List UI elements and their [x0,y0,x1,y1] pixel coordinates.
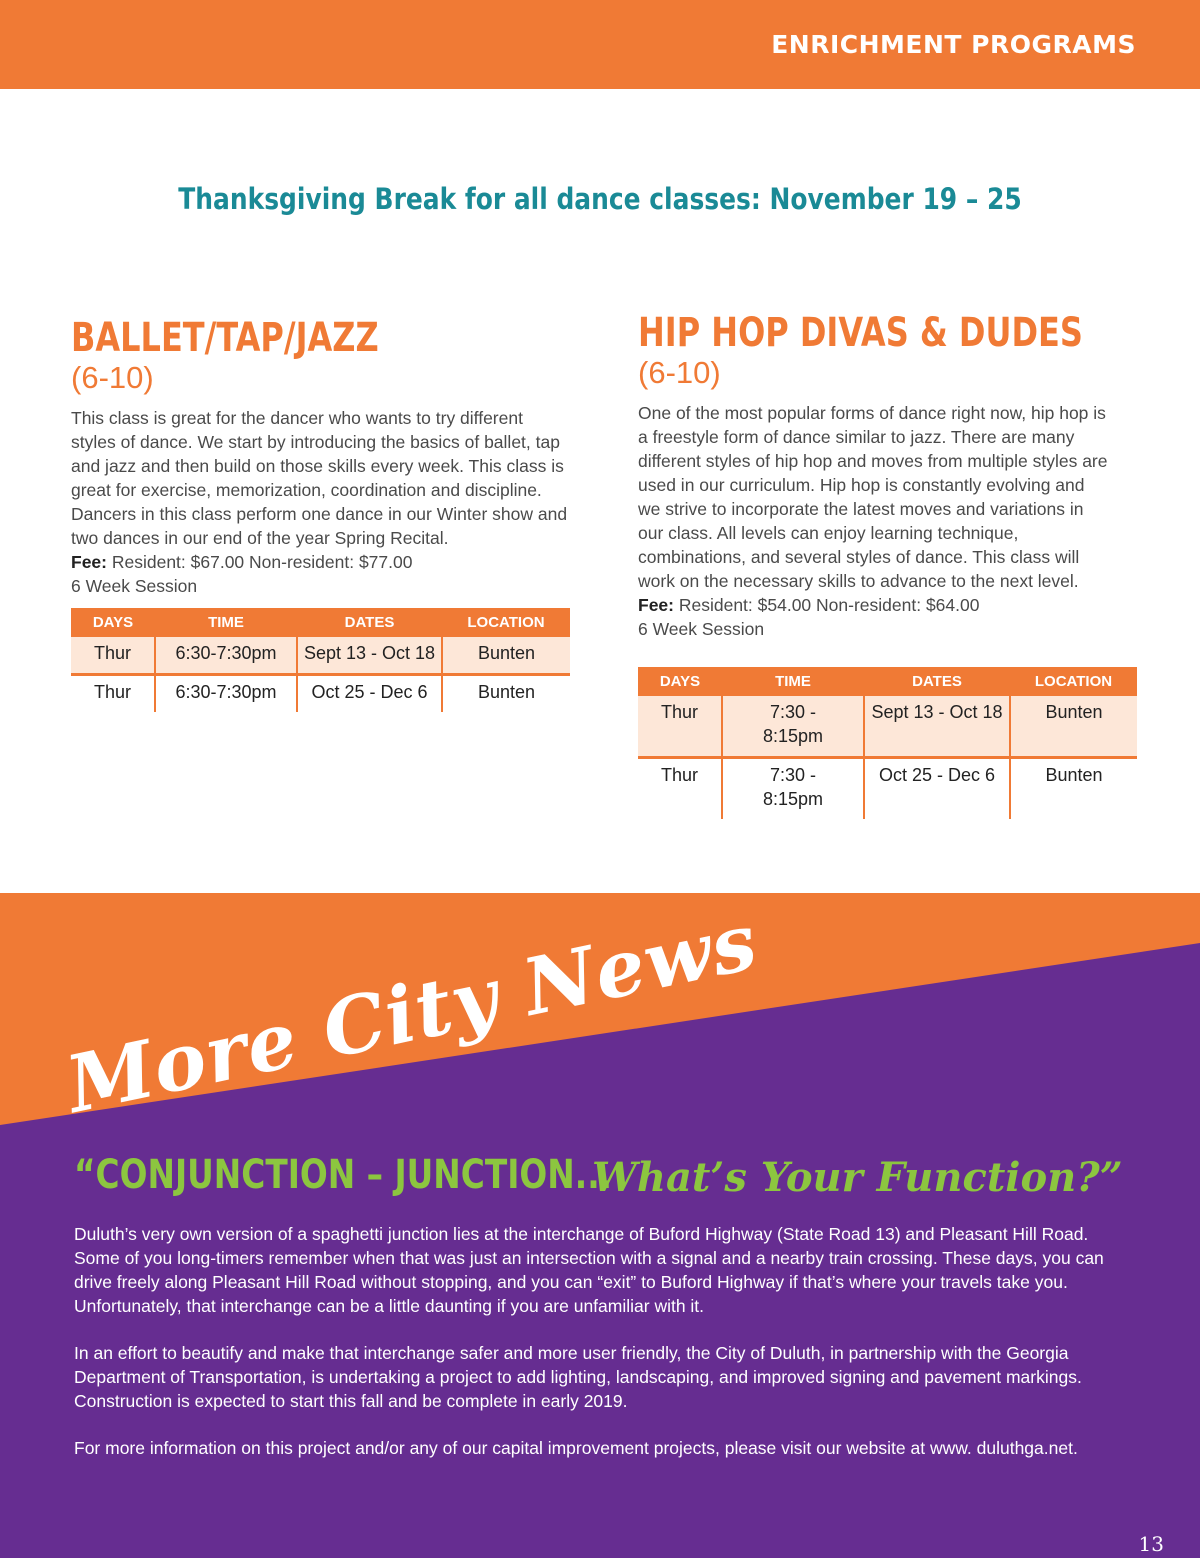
fee-line [638,593,1138,617]
table-cell: Oct 25 - Dec 6 [864,758,1010,820]
column-header: TIME [155,608,297,637]
table-cell: Oct 25 - Dec 6 [297,675,442,713]
column-header: DAYS [71,608,155,637]
session-length: 6 Week Session [71,576,198,596]
news-heading: More City News [59,895,766,1131]
break-notice: Thanksgiving Break for all dance classes: November 19 – 25 [178,182,1022,216]
table-cell: 6:30-7:30pm [155,675,297,713]
table-cell: Bunten [1010,696,1137,758]
table-cell: Sept 13 - Oct 18 [864,696,1010,758]
table-cell: Thur [71,637,155,675]
header-bar [0,0,1200,89]
table-cell: Thur [660,765,698,785]
table-header-row [71,608,570,637]
table-row [71,637,570,675]
column-header: DATES [297,608,442,637]
session-length: 6 Week Session [638,619,765,639]
section-title: ENRICHMENT PROGRAMS [771,30,1136,59]
table-row [638,758,1137,820]
program-ballet-tap-jazz [71,316,571,712]
table-cell: 7:30 - 8:15pm [722,696,864,758]
table-cell: Bunten [1010,758,1137,820]
table-row [71,675,570,713]
article-title-main: “CONJUNCTION – JUNCTION... [74,1152,613,1198]
table-cell: 7:30 - 8:15pm [722,758,864,820]
schedule-table [638,667,1137,819]
program-hip-hop [638,311,1138,819]
program-description: One of the most popular forms of dance right now, hip hop is a freestyle form of dance similar to jazz. There are many different styles of hip hop and moves from multiple styles are used in our curriculum. Hip hop is constantly evolving and we strive to incorporate the latest moves and variations in our class. All levels can enjoy learning technique, combinations, and several styles of dance. This class will work on the necessary skills to advance to the next level. [638,403,1108,591]
table-cell: 6:30-7:30pm [155,637,297,675]
table-cell: Sept 13 - Oct 18 [297,637,442,675]
column-header: LOCATION [1010,667,1137,696]
fee-line [71,550,571,574]
article-title [74,1152,1123,1201]
table-cell: Bunten [442,637,570,675]
page-number: 13 [1138,1532,1164,1556]
schedule-table [71,608,570,712]
table-row [638,696,1137,758]
article-paragraph: For more information on this project and/or any of our capital improvement projects, please visit our website at www. duluthga.net. [74,1438,1078,1458]
article-paragraph: Duluth’s very own version of a spaghetti junction lies at the interchange of Buford Highway (State Road 13) and Pleasant Hill Road. Some of you long-timers remember when that was just an intersection with a signal and a nearby train crossing. These days, you can drive freely along Pleasant Hill Road without stopping, and you can “exit” to Buford Highway if that’s where your travels take you. Unfortunately, that interchange can be a little daunting if you are unfamiliar with it. [74,1224,1104,1316]
program-description: This class is great for the dancer who wants to try different styles of dance. We start by introducing the basics of ballet, tap and jazz and then build on those skills every week. This class is great for exercise, memorization, coordination and discipline. Dancers in this class perform one dance in our Winter show and two dances in our end of the year Spring Recital. [71,408,568,548]
table-cell: Bunten [442,675,570,713]
program-title: BALLET/TAP/JAZZ [71,315,379,361]
fee-label: Fee: [71,552,107,572]
program-age: (6-10) [71,360,154,395]
program-age: (6-10) [638,355,721,390]
article-title-script: What’s Your Function?” [592,1154,1123,1201]
fee-text: Resident: $54.00 Non-resident: $64.00 [673,595,980,615]
column-header: DATES [864,667,1010,696]
fee-text: Resident: $67.00 Non-resident: $77.00 [106,552,413,572]
column-header: TIME [722,667,864,696]
program-title: HIP HOP DIVAS & DUDES [638,310,1083,356]
column-header: DAYS [638,667,722,696]
table-cell: Thur [638,696,722,758]
column-header: LOCATION [442,608,570,637]
article-paragraph: In an effort to beautify and make that interchange safer and more user friendly, the City of Duluth, in partnership with the Georgia Department of Transportation, is undertaking a project to add lighting, landscaping, and improved signing and pavement markings. Construction is expected to start this fall and be complete in early 2019. [74,1343,1082,1411]
table-cell: Thur [93,682,131,702]
fee-label: Fee: [638,595,674,615]
table-header-row [638,667,1137,696]
